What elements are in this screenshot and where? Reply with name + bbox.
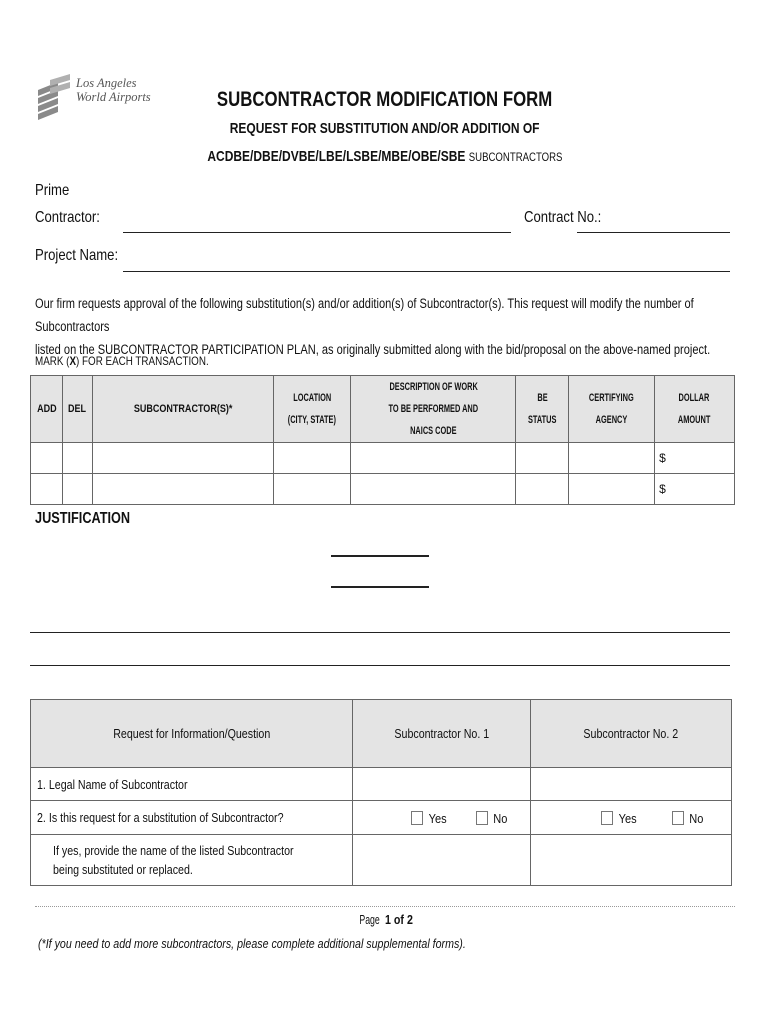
be-status-cell[interactable]: [516, 443, 569, 474]
table-row: [31, 801, 732, 835]
dollar-cell[interactable]: $: [655, 443, 735, 474]
subcontractor-cell[interactable]: [92, 443, 273, 474]
justification-heading: JUSTIFICATION: [35, 510, 131, 527]
del-cell[interactable]: [62, 474, 92, 505]
info-header-row: [31, 700, 732, 768]
col-sub2: Subcontractor No. 2: [530, 700, 731, 768]
intro-line-2: listed on the SUBCONTRACTOR PARTICIPATION PLAN, as originally submitted along with the bid/proposal on the above-named project.: [35, 342, 711, 357]
sub2-replaced-name-cell[interactable]: [530, 835, 731, 886]
logo-line-2: World Airports: [76, 90, 151, 104]
subcontractor-info-table: [30, 699, 732, 886]
agency-cell[interactable]: [569, 443, 655, 474]
form-categories: ACDBE/DBE/DVBE/LBE/LSBE/MBE/OBE/SBE SUBCONTRACTORS: [207, 148, 563, 165]
contractor-label: Contractor:: [35, 209, 100, 226]
table-row: [31, 443, 735, 474]
justification-short-line-2: [331, 586, 429, 588]
supplemental-note: (*If you need to add more subcontractors, please complete additional supplemental forms).: [38, 936, 466, 951]
prime-contractor-field[interactable]: [123, 232, 511, 233]
table-row: [31, 835, 732, 886]
col-certifying-agency: CERTIFYING AGENCY: [569, 376, 655, 443]
location-cell[interactable]: [273, 474, 350, 505]
question-substitution: 2. Is this request for a substitution of Subcontractor?: [31, 801, 353, 835]
description-cell[interactable]: [350, 474, 516, 505]
col-description: DESCRIPTION OF WORK TO BE PERFORMED AND NAICS CODE: [350, 376, 516, 443]
contract-no-field[interactable]: [577, 232, 730, 233]
col-subcontractor: SUBCONTRACTOR(S)*: [92, 376, 273, 443]
col-dollar-amount: DOLLAR AMOUNT: [655, 376, 735, 443]
transactions-header-row: [31, 376, 735, 443]
col-question: Request for Information/Question: [31, 700, 353, 768]
project-name-field[interactable]: [123, 271, 730, 272]
justification-line-2[interactable]: [30, 665, 730, 666]
table-row: [31, 768, 732, 801]
no-label: No: [493, 810, 508, 826]
mark-instruction: MARK (X) FOR EACH TRANSACTION.: [35, 354, 209, 368]
yes-label: Yes: [428, 810, 448, 826]
del-cell[interactable]: [62, 443, 92, 474]
prime-label: Prime: [35, 182, 70, 199]
justification-line-1[interactable]: [30, 632, 730, 633]
add-cell[interactable]: [31, 474, 63, 505]
sub2-no-checkbox[interactable]: [672, 811, 684, 825]
sub2-legal-name-cell[interactable]: [530, 768, 731, 801]
sub1-replaced-name-cell[interactable]: [353, 835, 530, 886]
col-location: LOCATION (CITY, STATE): [273, 376, 350, 443]
col-add: ADD: [31, 376, 63, 443]
be-status-cell[interactable]: [516, 474, 569, 505]
dollar-cell[interactable]: $: [655, 474, 735, 505]
justification-short-line-1: [331, 555, 429, 557]
sub2-substitution-options: [530, 801, 731, 835]
intro-paragraph: [35, 292, 732, 361]
table-row: [31, 474, 735, 505]
no-label: No: [688, 810, 704, 826]
add-cell[interactable]: [31, 443, 63, 474]
page-number: Page 1 of 2: [359, 912, 413, 927]
transactions-table: [30, 375, 735, 505]
description-cell[interactable]: [350, 443, 516, 474]
intro-line-1: Our firm requests approval of the following substitution(s) and/or addition(s) of Subcontractor(s). This request will modify the number of Subcontractors: [35, 296, 694, 334]
question-replaced-name: If yes, provide the name of the listed Subcontractor being substituted or replaced.: [31, 835, 353, 886]
sub1-substitution-options: [353, 801, 530, 835]
col-sub1: Subcontractor No. 1: [353, 700, 530, 768]
location-cell[interactable]: [273, 443, 350, 474]
form-subtitle: REQUEST FOR SUBSTITUTION AND/OR ADDITION OF: [230, 120, 540, 137]
col-be-status: BE STATUS: [516, 376, 569, 443]
form-title: SUBCONTRACTOR MODIFICATION FORM: [217, 88, 553, 111]
sub1-no-checkbox[interactable]: [476, 811, 488, 825]
sub1-legal-name-cell[interactable]: [353, 768, 530, 801]
footer-divider: [35, 906, 735, 907]
subcontractor-cell[interactable]: [92, 474, 273, 505]
logo-line-1: Los Angeles: [76, 76, 137, 90]
col-del: DEL: [62, 376, 92, 443]
question-legal-name: 1. Legal Name of Subcontractor: [31, 768, 353, 801]
agency-cell[interactable]: [569, 474, 655, 505]
project-name-label: Project Name:: [35, 247, 119, 264]
yes-label: Yes: [618, 810, 637, 826]
sub1-yes-checkbox[interactable]: [411, 811, 423, 825]
contract-no-label: Contract No.:: [524, 209, 602, 226]
sub2-yes-checkbox[interactable]: [601, 811, 613, 825]
